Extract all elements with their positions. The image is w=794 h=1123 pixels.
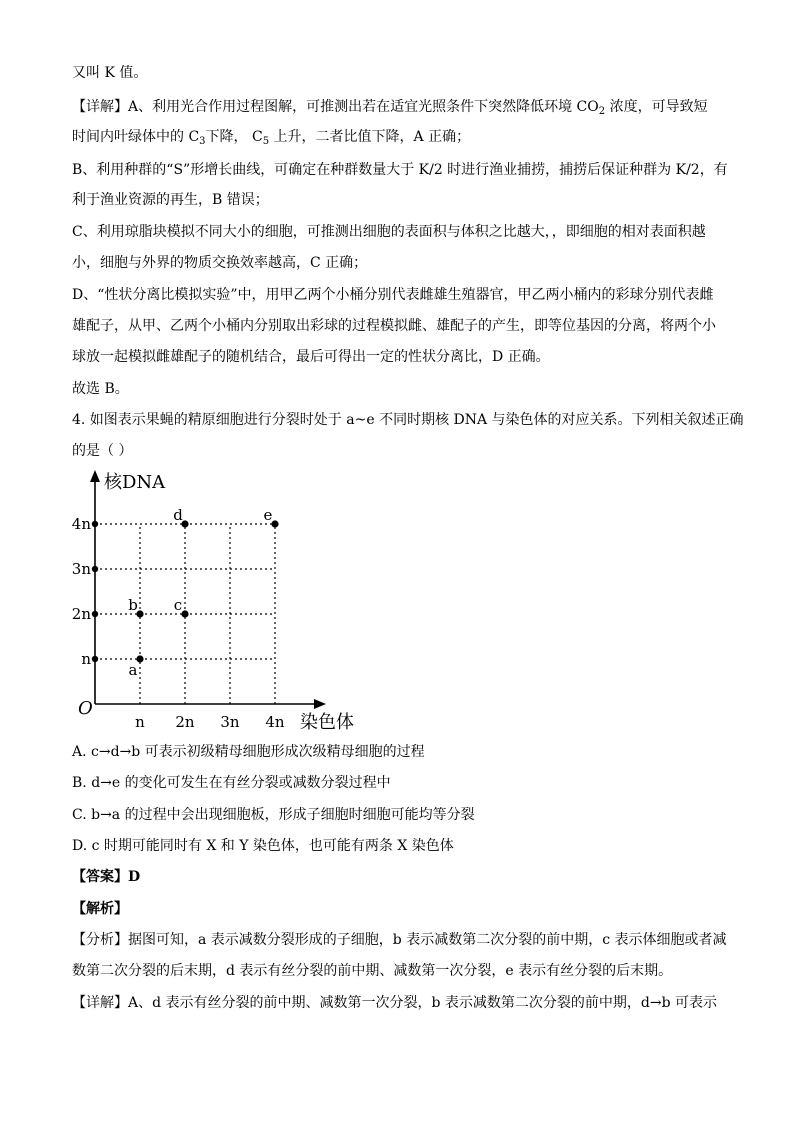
text-line-6: C、利用琼脂块模拟不同大小的细胞，可推测出细胞的表面积与体积之比越大，，即细胞的相对表面积越 bbox=[72, 224, 706, 240]
c3-subscript: 3 bbox=[199, 136, 206, 147]
point-label-e: e bbox=[263, 506, 273, 524]
text-line-2 bbox=[72, 97, 708, 117]
text-line-3-head: 时间内叶绿体中的 C bbox=[72, 129, 200, 145]
option-c: C. b→a 的过程中会出现细胞板，形成子细胞时细胞可能均等分裂 bbox=[72, 807, 475, 823]
origin-label: O bbox=[78, 698, 93, 719]
point-label-c: c bbox=[173, 596, 183, 614]
x-tick-label: 3n bbox=[220, 713, 240, 731]
question-stem-line-1: 4. 如图表示果蝇的精原细胞进行分裂时处于 a~e 不同时期核 DNA 与染色体的对应关系。下列相关叙述正确 bbox=[72, 412, 744, 428]
x-tick-label: 2n bbox=[175, 713, 195, 731]
data-point-e bbox=[271, 520, 278, 527]
y-tick-dot bbox=[92, 566, 98, 572]
text-line-2-main: 【详解】A、利用光合作用过程图解，可推测出若在适宜光照条件下突然降低环境 CO bbox=[72, 99, 599, 115]
text-line-3-tail: 上升，二者比值下降，A 正确； bbox=[269, 129, 471, 145]
text-line-10: 球放一起模拟雌雄配子的随机结合，最后可得出一定的性状分离比，D 正确。 bbox=[72, 349, 550, 365]
analysis-line-1: 【分析】据图可知，a 表示减数分裂形成的子细胞，b 表示减数第二次分裂的前中期，c 表示体细胞或者减 bbox=[72, 932, 727, 948]
text-line-3 bbox=[72, 127, 470, 147]
y-tick-label: 4n bbox=[71, 515, 91, 533]
option-d: D. c 时期可能同时有 X 和 Y 染色体，也可能有两条 X 染色体 bbox=[72, 838, 454, 854]
text-line-9: 雄配子，从甲、乙两个小桶内分别取出彩球的过程模拟雌、雄配子的产生，即等位基因的分离，将两个小 bbox=[72, 318, 716, 334]
text-line-1: 又叫 K 值。 bbox=[72, 65, 148, 81]
x-tick-label: n bbox=[135, 713, 145, 731]
analysis-title: 【解析】 bbox=[72, 901, 128, 917]
option-a: A. c→d→b 可表示初级精母细胞形成次级精母细胞的过程 bbox=[72, 744, 425, 760]
x-tick-label: 4n bbox=[265, 713, 285, 731]
analysis-line-3: 【详解】A、d 表示有丝分裂的前中期、减数第一次分裂，b 表示减数第二次分裂的前中期，d→b 可表示 bbox=[72, 995, 718, 1011]
text-line-3-mid: 下降， C bbox=[205, 129, 263, 145]
y-tick-dot bbox=[92, 611, 98, 617]
data-point-c bbox=[181, 610, 188, 617]
question-stem-line-2: 的是（ ） bbox=[72, 443, 133, 459]
text-line-4: B、利用种群的“S”形增长曲线，可确定在种群数量大于 K/2 时进行渔业捕捞，捕捞后保证种群为 K/2，有 bbox=[72, 162, 728, 178]
text-line-8: D、“性状分离比模拟实验”中，用甲乙两个小桶分别代表雌雄生殖器官，甲乙两小桶内的彩球分别代表雌 bbox=[72, 287, 714, 303]
y-tick-dot bbox=[92, 656, 98, 662]
co2-subscript: 2 bbox=[598, 106, 606, 117]
x-axis-arrow bbox=[314, 699, 326, 709]
y-tick-dot bbox=[92, 521, 98, 527]
y-tick-label: 2n bbox=[71, 605, 91, 623]
text-line-5: 利于渔业资源的再生，B 错误； bbox=[72, 192, 269, 208]
x-axis-label: 染色体 bbox=[300, 712, 354, 733]
y-tick-label: 3n bbox=[71, 560, 91, 578]
answer-line: 【答案】D bbox=[72, 869, 141, 885]
y-axis-arrow bbox=[90, 470, 100, 482]
y-tick-label: n bbox=[81, 650, 91, 668]
point-label-b: b bbox=[128, 596, 138, 614]
dna-chromosome-chart bbox=[68, 462, 368, 740]
option-b: B. d→e 的变化可发生在有丝分裂或减数分裂过程中 bbox=[72, 775, 391, 791]
text-line-7: 小，细胞与外界的物质交换效率越高，C 正确； bbox=[72, 255, 368, 271]
y-axis-label: 核DNA bbox=[104, 472, 166, 493]
analysis-line-2: 数第二次分裂的后末期，d 表示有丝分裂的前中期、减数第一次分裂，e 表示有丝分裂的后末期。 bbox=[72, 963, 673, 979]
text-line-11: 故选 B。 bbox=[72, 381, 129, 397]
point-label-d: d bbox=[173, 506, 183, 524]
point-label-a: a bbox=[128, 661, 138, 679]
c5-subscript: 5 bbox=[262, 136, 270, 147]
text-line-2-tail: 浓度，可导致短 bbox=[605, 99, 708, 115]
